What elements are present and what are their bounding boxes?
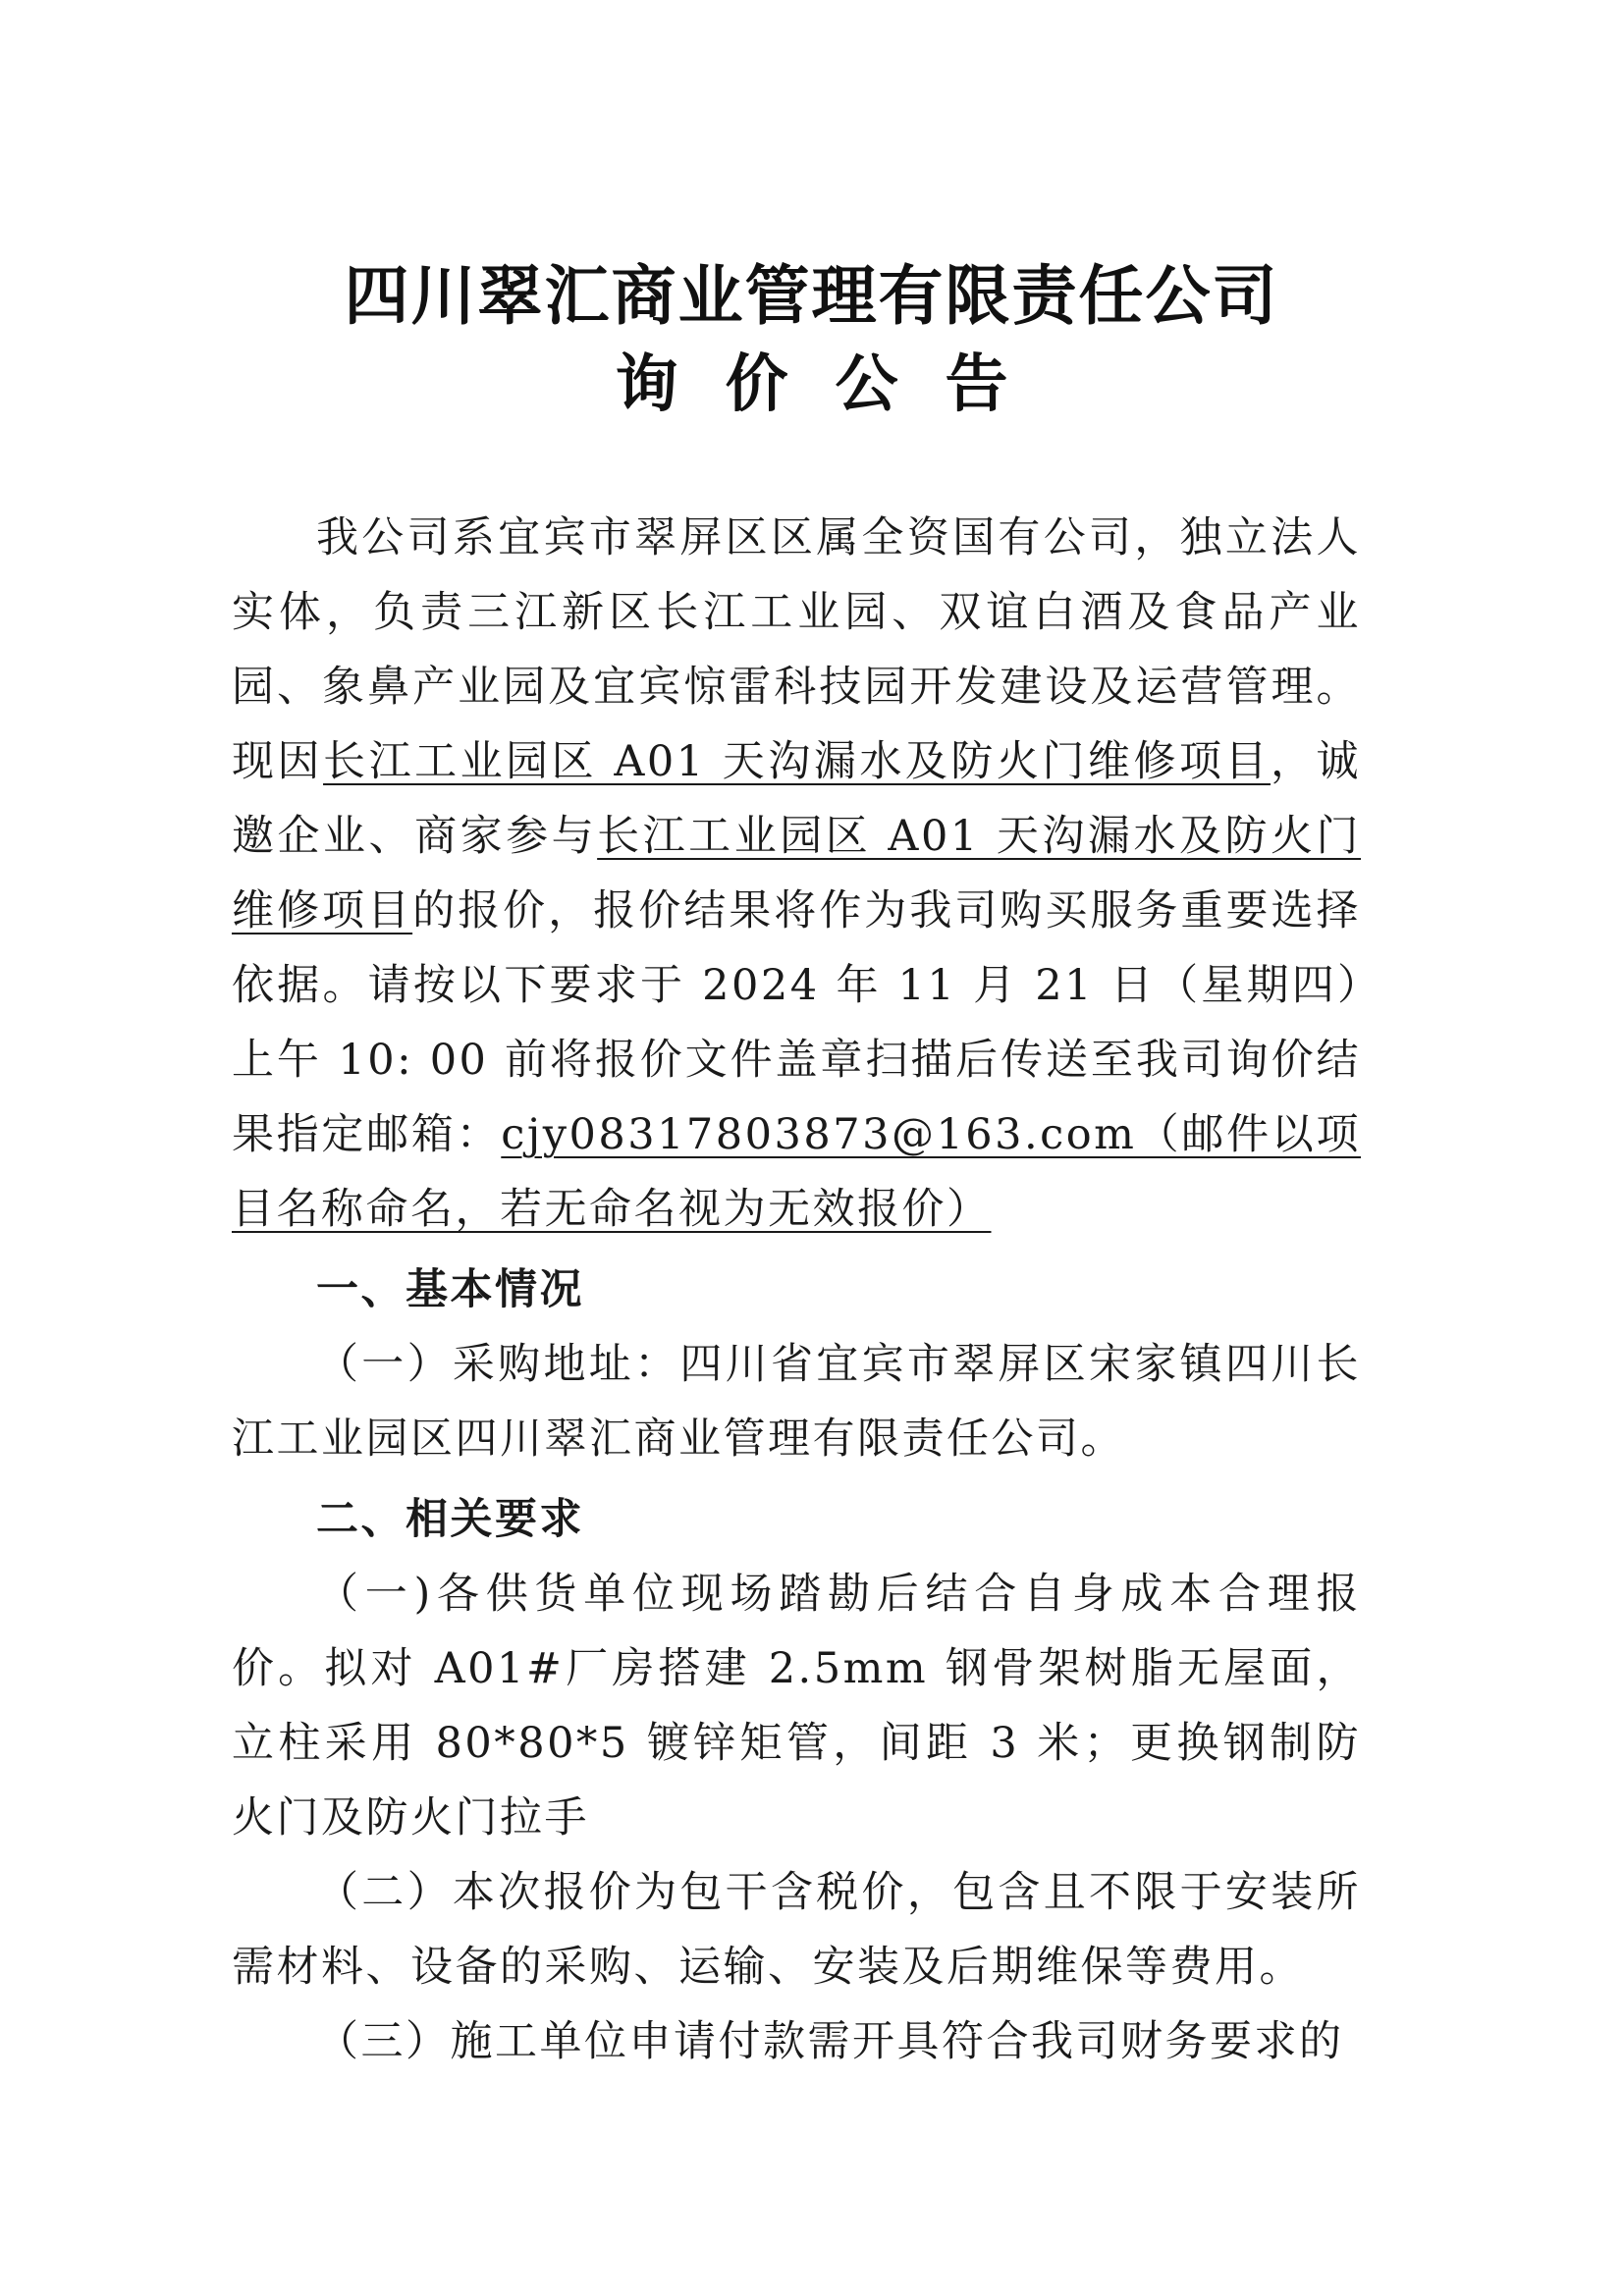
section2-item3: （三）施工单位申请付款需开具符合我司财务要求的 (316, 2017, 1344, 2066)
section-heading-basic-info: 一、基本情况 (316, 1265, 584, 1314)
intro-text-part3: 的报价，报价结果将作为我司购买服务重要选择依据。请按以下要求于 2024 年 11 月 21 日（星期四）上午 10: 00 前将报价文件盖章扫描后传送至我司询价结果指定邮箱： (232, 886, 1362, 1159)
intro-text-part2: ，诚邀企业、商家参与 (232, 737, 1362, 861)
section2-item1: （一)各供货单位现场踏勘后结合自身成本合理报价。拟对 A01#厂房搭建 2.5mm 钢骨架树脂无屋面，立柱采用 80*80*5 镀锌矩管，间距 3 米；更换钢制防火门及防火门拉手 (232, 1570, 1361, 1842)
project-name-underlined: 长江工业园区 A01 天沟漏水及防火门维修项目 (323, 737, 1271, 786)
section-heading-requirements: 二、相关要求 (316, 1495, 584, 1544)
section2-item2: （二）本次报价为包干含税价，包含且不限于安装所需材料、设备的采购、运输、安装及后期维保等费用。 (232, 1868, 1361, 1992)
intro-paragraph (232, 501, 1361, 1247)
section1-item1: （一）采购地址：四川省宜宾市翠屏区宋家镇四川长江工业园区四川翠汇商业管理有限责任公司。 (232, 1340, 1361, 1464)
intro-text-part1: 我公司系宜宾市翠屏区区属全资国有公司，独立法人实体，负责三江新区长江工业园、双谊白酒及食品产业园、象鼻产业园及宜宾惊雷科技园开发建设及运营管理。现因 (232, 513, 1361, 786)
email-note-underlined: cjy08317803873@163.com（邮件以项目名称命名，若无命名视为无效报价） (232, 1110, 1362, 1234)
document-title: 四川翠汇商业管理有限责任公司 (344, 258, 1279, 334)
project-name-underlined-2: 长江工业园区 A01 天沟漏水及防火门维修项目 (232, 812, 1362, 935)
document-body (232, 501, 1361, 2079)
document-subtitle: 询价公告 (615, 348, 1055, 421)
